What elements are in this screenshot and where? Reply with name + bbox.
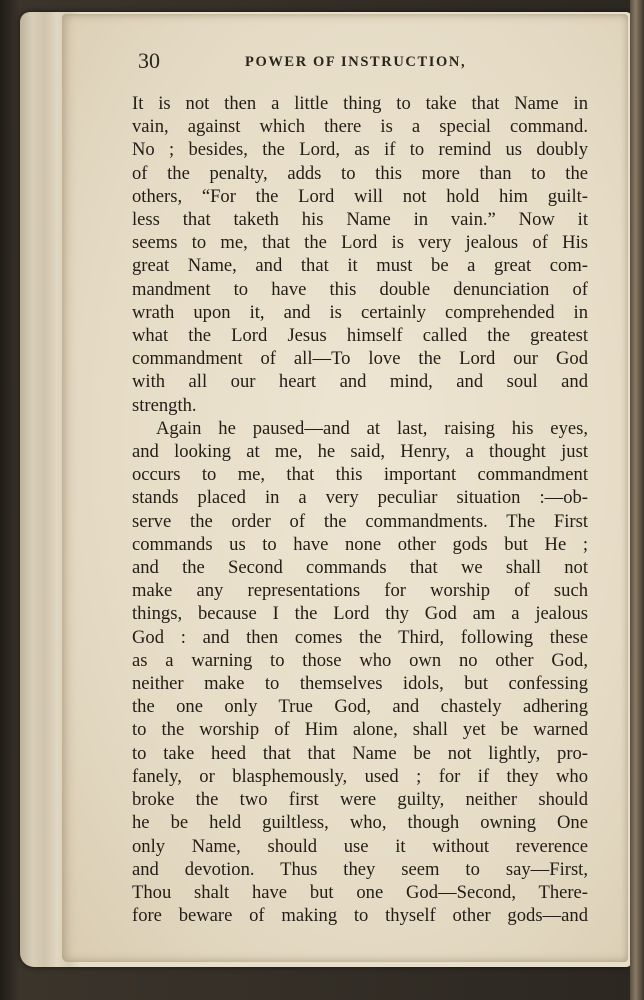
body-text bbox=[132, 92, 588, 927]
text-line: the one only True God, and chastely adhering bbox=[132, 696, 588, 718]
text-line: broke the two first were guilty, neither should bbox=[132, 789, 588, 811]
text-line: commandment of all—To love the Lord our God bbox=[132, 348, 588, 370]
text-line: No ; besides, the Lord, as if to remind us doubly bbox=[132, 139, 588, 161]
page-header bbox=[138, 48, 598, 84]
text-line: and looking at me, he said, Henry, a thought just bbox=[132, 441, 588, 463]
text-line: to the worship of Him alone, shall yet be warned bbox=[132, 719, 588, 741]
text-line: Again he paused—and at last, raising his eyes, bbox=[156, 417, 588, 439]
text-line: things, because I the Lord thy God am a jealous bbox=[132, 603, 588, 625]
text-line: only Name, should use it without reverence bbox=[132, 835, 588, 857]
text-line: fanely, or blasphemously, used ; for if they who bbox=[132, 765, 588, 787]
text-line: neither make to themselves idols, but confessing bbox=[132, 673, 588, 695]
text-line: and the Second commands that we shall not bbox=[132, 557, 588, 579]
paragraph bbox=[132, 92, 588, 417]
text-line: of the penalty, adds to this more than to the bbox=[132, 162, 588, 184]
text-line: strength. bbox=[132, 394, 197, 416]
text-line: fore beware of making to thyself other gods—and bbox=[132, 905, 588, 927]
book-binding-edge bbox=[630, 0, 644, 1000]
text-line: to take heed that that Name be not lightly, pro- bbox=[132, 742, 588, 764]
text-line: commands us to have none other gods but He ; bbox=[132, 533, 588, 555]
text-line: occurs to me, that this important commandment bbox=[132, 464, 588, 486]
text-line: others, “For the Lord will not hold him guilt- bbox=[132, 185, 588, 207]
text-line: make any representations for worship of such bbox=[132, 580, 588, 602]
text-line: seems to me, that the Lord is very jealous of His bbox=[132, 232, 588, 254]
text-line: God : and then comes the Third, following these bbox=[132, 626, 588, 648]
text-line: mandment to have this double denunciation of bbox=[132, 278, 588, 300]
page-number: 30 bbox=[138, 48, 160, 73]
text-line: what the Lord Jesus himself called the greatest bbox=[132, 325, 588, 347]
text-line: Thou shalt have but one God—Second, There- bbox=[132, 881, 588, 903]
text-line: wrath upon it, and is certainly comprehended in bbox=[132, 301, 588, 323]
text-line: and devotion. Thus they seem to say—First, bbox=[132, 858, 588, 880]
running-title: POWER OF INSTRUCTION, bbox=[245, 54, 467, 70]
text-line: with all our heart and mind, and soul and bbox=[132, 371, 588, 393]
text-line: serve the order of the commandments. The First bbox=[132, 510, 588, 532]
text-line: less that taketh his Name in vain.” Now it bbox=[132, 209, 588, 231]
paragraph bbox=[132, 417, 588, 927]
text-line: great Name, and that it must be a great com- bbox=[132, 255, 588, 277]
text-line: as a warning to those who own no other God, bbox=[132, 649, 588, 671]
text-line: It is not then a little thing to take that Name in bbox=[132, 93, 588, 114]
text-line: he be held guiltless, who, though owning One bbox=[132, 812, 588, 834]
text-line: vain, against which there is a special command. bbox=[132, 116, 588, 138]
text-line: stands placed in a very peculiar situation :—ob- bbox=[132, 487, 588, 509]
